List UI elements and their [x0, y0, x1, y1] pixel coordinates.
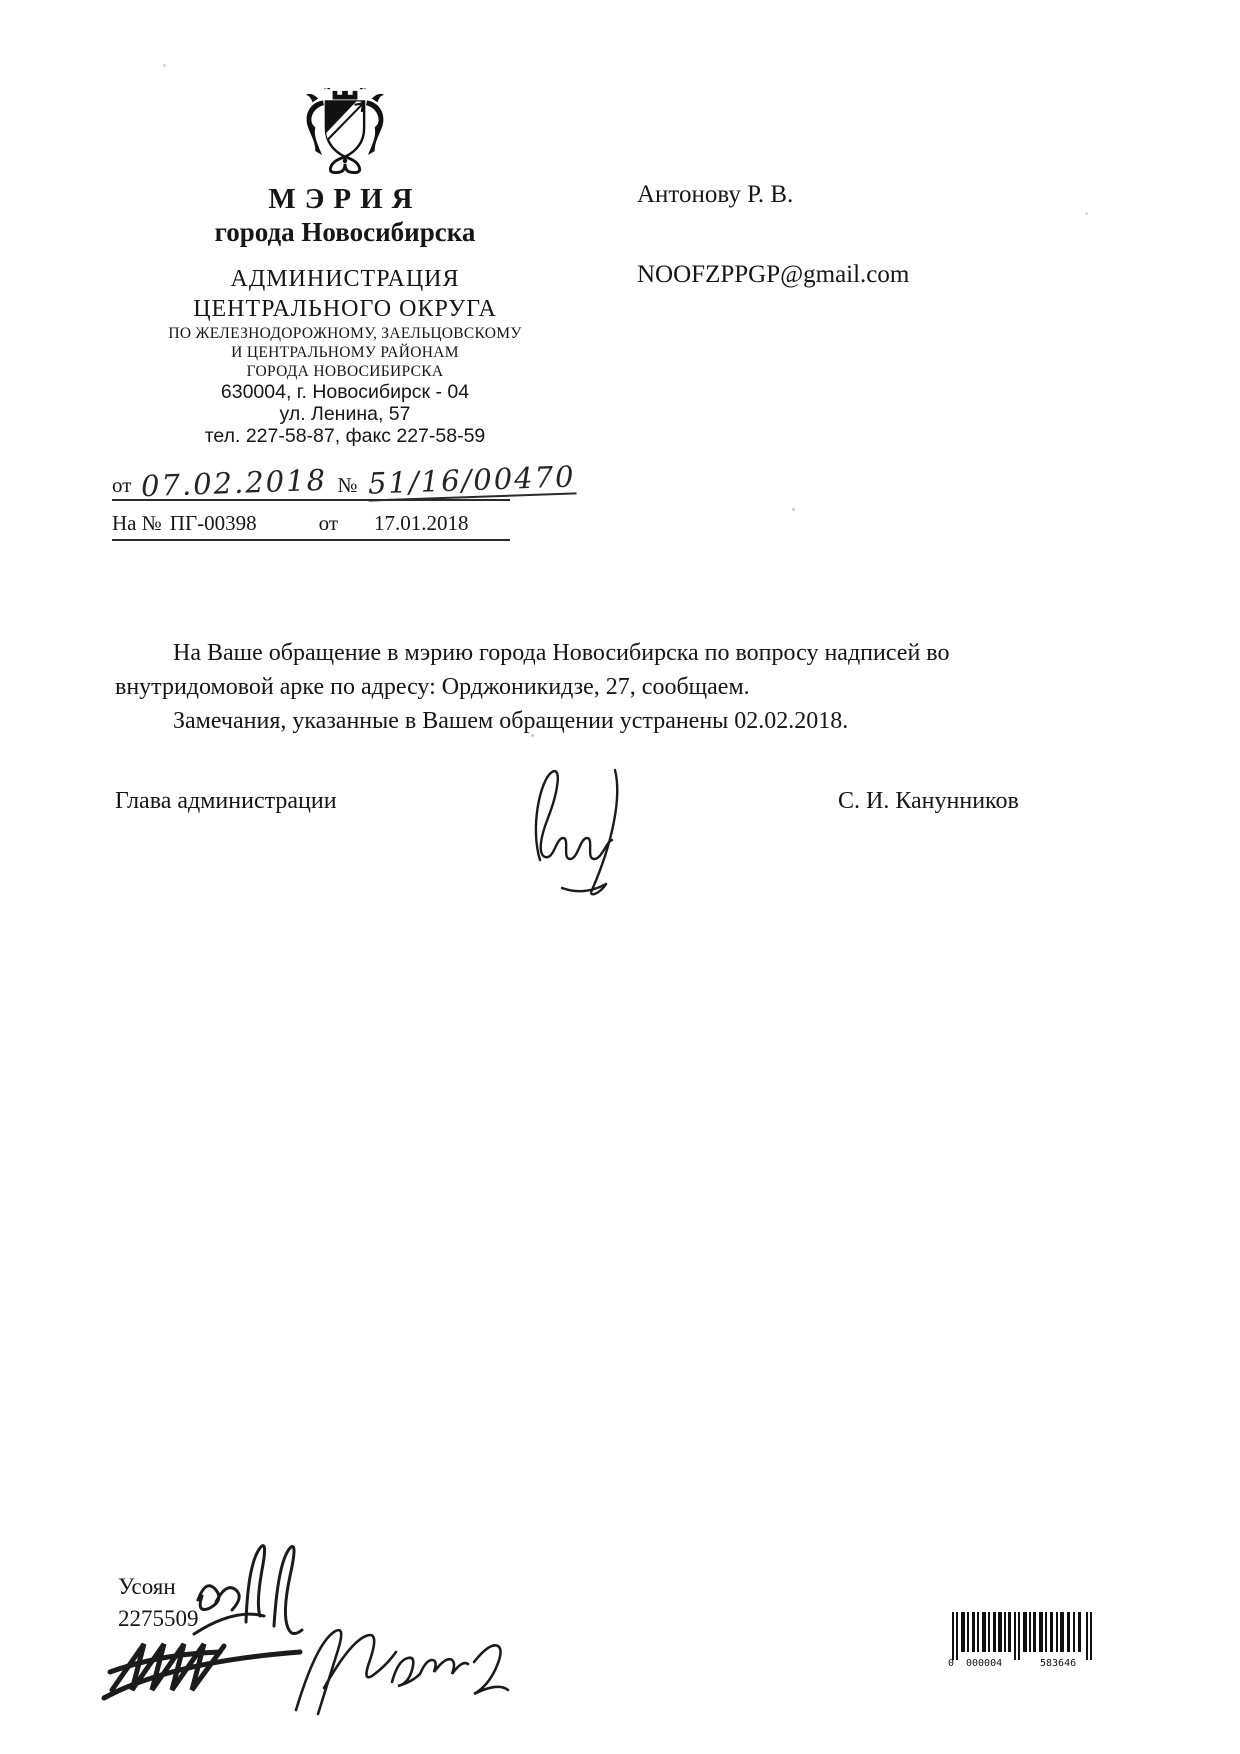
registration-barcode — [948, 1610, 1098, 1668]
districts-line-1: ПО ЖЕЛЕЗНОДОРОЖНОМУ, ЗАЕЛЬЦОВСКОМУ — [168, 325, 522, 342]
scan-speck — [1085, 212, 1088, 215]
org-city: города Новосибирска — [214, 217, 476, 247]
body-paragraph-1: На Ваше обращение в мэрию города Новосибирска по вопросу надписей во внутридомовой арке по адресу: Орджоникидзе, 27, сообщаем. — [115, 640, 950, 700]
dept-line-1: АДМИНИСТРАЦИЯ — [230, 266, 460, 292]
scan-speck — [531, 734, 534, 737]
hatch-scribble-icon — [100, 1632, 312, 1704]
org-name: МЭРИЯ — [268, 183, 422, 215]
executor-phone: 2275509 — [118, 1606, 199, 1631]
barcode-digit-group-1: 0 — [948, 1658, 955, 1668]
outgoing-reference-line — [112, 452, 576, 504]
novosibirsk-coat-of-arms-icon — [297, 88, 393, 176]
recipient-email: NOOFZPPGP@gmail.com — [637, 261, 910, 288]
incoming-number: ПГ-00398 — [169, 511, 257, 535]
signer-title: Глава администрации — [115, 788, 337, 814]
incoming-reference-line — [112, 506, 510, 541]
address-line-2: ул. Ленина, 57 — [279, 403, 411, 425]
head-signature-icon — [512, 758, 662, 896]
barcode-digit-group-3: 583646 — [1040, 1658, 1077, 1668]
phone-fax-line: тел. 227-58-87, факс 227-58-59 — [204, 425, 486, 447]
scan-speck — [792, 508, 795, 511]
incoming-date: 17.01.2018 — [374, 511, 469, 535]
barcode-digit-group-2: 000004 — [966, 1658, 1003, 1668]
districts-line-2: И ЦЕНТРАЛЬНОМУ РАЙОНАМ — [231, 344, 459, 361]
outgoing-number-handwritten: 51/16/00470 — [366, 459, 576, 501]
letter-body — [115, 636, 1037, 738]
outgoing-date-handwritten: 07.02.2018 — [140, 462, 328, 504]
outgoing-from-label: от — [112, 473, 132, 497]
districts-line-3: ГОРОДА НОВОСИБИРСКА — [246, 363, 444, 380]
incoming-prefix: На № — [112, 511, 162, 535]
letterhead — [112, 88, 578, 447]
footer-signature-icon — [288, 1618, 528, 1736]
dept-line-2: ЦЕНТРАЛЬНОГО ОКРУГА — [193, 296, 497, 322]
scan-speck — [163, 64, 166, 67]
outgoing-number-sign: № — [337, 473, 358, 497]
body-paragraph-2: Замечания, указанные в Вашем обращении устранены 02.02.2018. — [173, 708, 849, 734]
signer-name: С. И. Канунников — [838, 788, 1019, 814]
executor-name: Усоян — [118, 1574, 176, 1599]
address-line-1: 630004, г. Новосибирск - 04 — [220, 381, 470, 403]
incoming-from-label: от — [318, 511, 338, 535]
recipient-name: Антонову Р. В. — [637, 181, 794, 208]
